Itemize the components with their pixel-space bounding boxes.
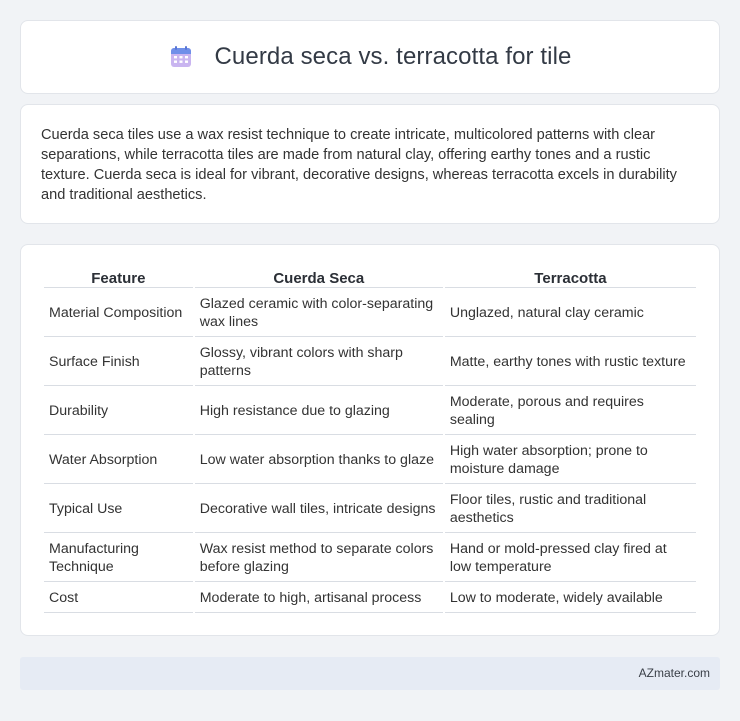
terracotta-cell: High water absorption; prone to moisture damage	[445, 437, 696, 484]
title-wrap	[169, 43, 572, 71]
cuerda-seca-cell: Glazed ceramic with color-separating wax lines	[195, 290, 443, 337]
cuerda-seca-cell: Low water absorption thanks to glaze	[195, 437, 443, 484]
table-row	[44, 339, 696, 386]
feature-cell: Typical Use	[44, 486, 193, 533]
terracotta-cell: Matte, earthy tones with rustic texture	[445, 339, 696, 386]
calendar-icon	[169, 45, 193, 69]
feature-cell: Material Composition	[44, 290, 193, 337]
intro-card	[20, 104, 720, 224]
intro-paragraph: Cuerda seca tiles use a wax resist technique to create intricate, multicolored patterns with clear separations, while terracotta tiles are made from natural clay, offering earthy tones and a rustic texture. Cuerda seca is ideal for vibrant, decorative designs, whereas terracotta excels in durability and traditional aesthetics.	[41, 127, 677, 203]
cuerda-seca-cell: Moderate to high, artisanal process	[195, 584, 443, 613]
terracotta-cell: Unglazed, natural clay ceramic	[445, 290, 696, 337]
table-row	[44, 388, 696, 435]
cuerda-seca-cell: Glossy, vibrant colors with sharp patterns	[195, 339, 443, 386]
table-row	[44, 584, 696, 613]
feature-cell: Water Absorption	[44, 437, 193, 484]
header-cuerda-seca: Cuerda Seca	[195, 267, 443, 288]
cuerda-seca-cell: High resistance due to glazing	[195, 388, 443, 435]
feature-cell: Durability	[44, 388, 193, 435]
footer-bar	[20, 657, 720, 690]
table-row	[44, 486, 696, 533]
feature-cell: Cost	[44, 584, 193, 613]
feature-cell: Surface Finish	[44, 339, 193, 386]
header-feature: Feature	[44, 267, 193, 288]
table-header-row	[44, 267, 696, 288]
comparison-table	[42, 265, 698, 615]
terracotta-cell: Moderate, porous and requires sealing	[445, 388, 696, 435]
header-terracotta: Terracotta	[445, 267, 696, 288]
footer-site-name: AZmater.com	[638, 666, 710, 680]
title-card	[20, 20, 720, 94]
cuerda-seca-cell: Decorative wall tiles, intricate designs	[195, 486, 443, 533]
terracotta-cell: Low to moderate, widely available	[445, 584, 696, 613]
comparison-card	[20, 244, 720, 636]
table-row	[44, 535, 696, 582]
cuerda-seca-cell: Wax resist method to separate colors before glazing	[195, 535, 443, 582]
page-title: Cuerda seca vs. terracotta for tile	[214, 43, 572, 70]
terracotta-cell: Hand or mold-pressed clay fired at low temperature	[445, 535, 696, 582]
terracotta-cell: Floor tiles, rustic and traditional aesthetics	[445, 486, 696, 533]
feature-cell: Manufacturing Technique	[44, 535, 193, 582]
table-row	[44, 437, 696, 484]
table-row	[44, 290, 696, 337]
